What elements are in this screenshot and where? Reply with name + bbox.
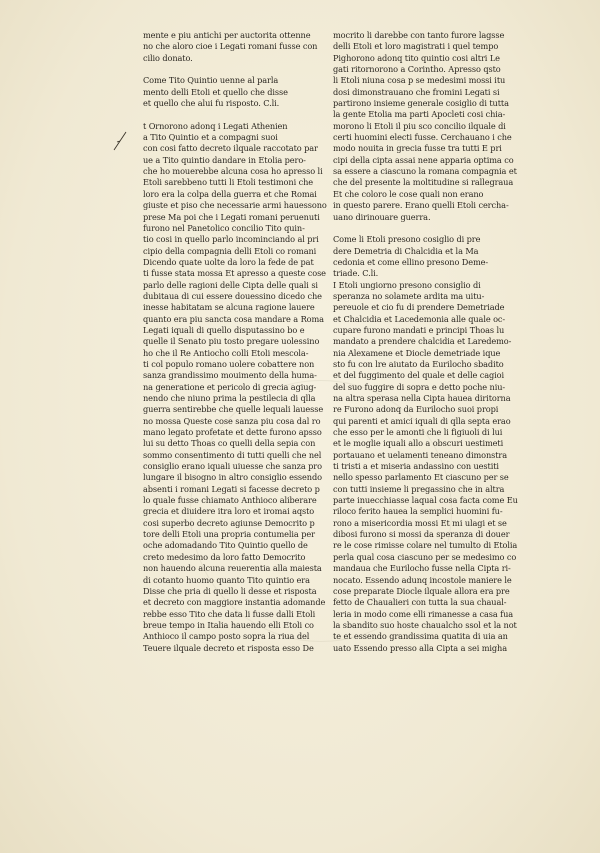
left-column-line [143,109,323,120]
left-column-line: Etoli sarebbeno tutti li Etoli testimoni che [143,177,313,188]
right-column-line: gati ritornorono a Corintho. Apresso qsto [333,64,501,75]
left-column-line: loro era la colpa della guerra et che Romai [143,188,317,199]
left-column-line: Disse che pria di quello li desse et risposta [143,585,317,596]
left-column-line: giuste et piso che necessarie armi hauessono [143,200,327,211]
right-column-line: I Etoli ungiorno presono consiglio di [333,279,481,290]
right-column-line: nia Alexamene et Diocle demetriade ique [333,347,501,358]
left-column [143,30,327,654]
left-column-line: mente e piu antichi per auctorita ottenne [143,30,311,40]
left-column-line: lui su detto Thoas co quelli della sepia con [143,438,316,449]
left-column-line: cipio della compagnia delli Etoli co romani [143,245,317,256]
left-column-line: grecia et diuidere itra loro et iromai aqsto [143,506,315,517]
left-column-line: cilio donato. [143,52,193,63]
left-column-line: ti fusse stata mossa Et apresso a queste cose [143,268,326,279]
left-column-line: sanza grandissimo mouimento della huma- [143,370,317,381]
right-column-line: speranza no solamete ardita ma uitu- [333,290,485,301]
right-column-line: del suo fuggire di sopra e detto poche niu- [333,381,506,392]
right-column-line: li Etoli niuna cosa p se medesimi mossi itu [333,75,506,86]
left-column-line: Anthioco il campo posto sopra la riua del [143,631,310,642]
right-column-line: con tutti insieme li pregassino che in altra [333,483,505,494]
right-column-line: sto fu con lre aiutato da Eurilocho sbadito [333,358,504,369]
right-column-line: te et essendo grandissima quatita di uia an [333,631,508,642]
right-column-line: perla qual cosa ciascuno per se medesimo co [333,551,517,562]
right-column-line: portauano et uelamenti teneano dimonstra [333,449,508,460]
left-column-line: rebbe esso Tito che data li fusse dalli Etoli [143,608,316,619]
right-column-line: cupare furono mandati e principi Thoas lu [333,324,505,335]
right-column-line: nello spesso parlamento Et ciascuno per se [333,472,509,483]
right-column-line: delli Etoli et loro magistrati i quel tempo [333,41,499,52]
right-column-line: che esso per le amonti che li figiuoli di lui [333,427,503,438]
right-column-line: re le cose rimisse colare nel tumulto di Etolia [333,540,518,551]
right-column-line: Come li Etoli presono cosiglio di pre [333,234,481,245]
right-column-line: che del presente la moltitudine si rallegraua [333,177,514,188]
left-column-line: na generatione et pericolo di grecia agiug- [143,381,317,392]
left-column-line: consiglio erano iquali uiuesse che sanza pro [143,461,322,472]
right-column-line: uano dirinouare guerra. [333,211,431,222]
left-column-line: tore delli Etoli una propria contumelia per [143,529,315,540]
left-column-line: absenti i romani Legati si facesse decreto p [143,483,320,494]
left-column-line: ue a Tito quintio dandare in Etolia pero- [143,154,306,165]
right-column-line: leria in modo come elli rimanesse a casa fua [333,608,514,619]
right-column-line: dibosi furono si mossi da speranza di douer [333,529,510,540]
right-column-line: Pighorono adonq tito quintio cosi altri Le [333,52,500,63]
right-column-line: sa essere a ciascuno la romana compagnia et [333,166,517,177]
left-column-line: t Ornorono adonq i Legati Athenien [143,120,288,131]
right-column-line: pereuole et cio fu di prendere Demetriade [333,302,505,313]
right-column-line: uato Essendo presso alla Cipta a sei migha [333,642,508,653]
right-column-line: dosi dimonstrauano che fromini Legati si [333,86,500,97]
right-column-line: et Chalcidia et Lacedemonia alle quale oc- [333,313,506,324]
right-column-line: cipi della cipta assai nene apparia optima co [333,154,514,165]
right-column-line: la sbandito suo hoste chaualcho ssol et la not [333,619,517,630]
left-column-line: Come Tito Quintio uenne al parla [143,75,279,86]
right-column-line: partirono insieme generale cosiglio di tutta [333,98,509,109]
right-column-line: la gente Etolia ma parti Apocleti cosi chia- [333,109,506,120]
left-column-line: creto medesimo da loro fatto Democrito [143,551,306,562]
right-column-line: na altra sperasa nella Cipta hauea diritorna [333,393,511,403]
left-column-line: guerra sentirebbe che quelle lequali lauesse [143,404,324,415]
right-column-line: mocrito li darebbe con tanto furore lagsse [333,30,505,40]
left-column-line: prese Ma poi che i Legati romani peruenuti [143,211,320,222]
left-column-line: et quello che alui fu risposto. C.li. [143,98,280,109]
left-column-line [143,64,323,75]
left-column-line: ho che il Re Antiocho colli Etoli mescola- [143,347,309,358]
left-column-line: che ho mouerebbe alcuna cosa ho apresso li [143,166,323,177]
right-column-line: et le moglie iquali allo a obscuri uestimeti [333,438,504,449]
right-column-line: modo nouita in grecia fusse tra tutti E pri [333,143,502,154]
left-column-line: quanto era piu sancta cosa mandare a Roma [143,313,324,324]
left-column-line: con cosi fatto decreto ilquale raccotato par [143,143,318,154]
right-column-line: parte inuecchiasse laqual cosa facta come Eu [333,495,518,506]
left-column-line: mento delli Etoli et quello che disse [143,86,288,97]
right-column-line: rono a misericordia mossi Et mi ulagi et se [333,517,507,528]
right-column-line: cedonia et come ellino presono Deme- [333,256,489,267]
right-column-line: re Furono adonq da Eurilocho suoi propi [333,404,499,415]
left-column-line: ti col populo romano uolere cobattere non [143,358,315,369]
marginal-pen-mark [112,130,128,152]
left-column-line: lungare il bisogno in altro consiglio essendo [143,472,322,483]
left-column-line: non hauendo alcuna reuerentia alla maiesta [143,563,322,574]
right-column-line: riloco ferito hauea la semplici huomini fu- [333,506,503,517]
left-column-line: nendo che niuno prima la pestilecia di qlla [143,393,316,403]
right-column-line: nocato. Essendo adunq incostole maniere le [333,574,512,585]
left-column-line: Dicendo quate uolte da loro la fede de pat [143,256,314,267]
right-column-line: mandato a prendere chalcidia et Laredemo- [333,336,512,347]
left-column-line: cosi superbo decreto agiunse Democrito p [143,517,315,528]
right-column-line: et del fuggimento del quale et delle cagioi [333,370,505,381]
right-column-line: ti tristi a et miseria andassino con uestiti [333,461,499,472]
left-column-line: oche adomadando Tito Quintio quello de [143,540,308,551]
left-column-line: a Tito Quintio et a compagni suoi [143,132,278,143]
left-column-line: tio cosi in quello parlo incominciando al pri [143,234,319,245]
right-column-line: morono li Etoli il piu sco concilio ilquale di [333,120,506,131]
right-column-line: dere Demetria di Chalcidia et la Ma [333,245,479,256]
left-column-line: no che aloro cioe i Legati romani fusse con [143,41,318,52]
right-column-line [333,223,528,234]
left-column-line: no mossa Queste cose sanza piu cosa dal ro [143,415,321,426]
right-column-line: mandaua che Eurilocho fusse nella Cipta ri- [333,563,511,574]
right-column-line: fetto de Chaualieri con tutta la sua chaual- [333,597,507,608]
left-column-line: et decreto con maggiore instantia adomande [143,597,326,608]
left-column-line: dubitaua di cui essere douessino dicedo che [143,290,322,301]
right-column [333,30,528,654]
left-column-line: furono nel Panetolico concilio Tito quin- [143,222,305,233]
left-column-line: parlo delle ragioni delle Cipta delle quali si [143,279,318,290]
right-column-line: qui parenti et amici iquali di qlla septa erao [333,415,511,426]
left-column-line: Legati iquali di quello disputassino bo e [143,324,305,335]
right-column-line: triade. C.li. [333,268,379,279]
left-column-line: di cotanto huomo quanto Tito quintio era [143,574,310,585]
left-column-line: Teuere ilquale decreto et risposta esso De [143,642,314,653]
right-column-line: cose preparate Diocle ilquale allora era pre [333,585,510,596]
right-column-line: certi huomini electi fusse. Cerchauano i che [333,132,512,143]
left-column-line: breue tempo in Italia hauendo elli Etoli co [143,619,314,630]
left-column-line: lo quale fusse chiamato Anthioco aliberare [143,495,317,506]
left-column-line: mano legato profetate et dette furono apsso [143,427,322,438]
right-column-line: in questo parere. Erano quelli Etoli cercha- [333,200,509,211]
left-column-line: quelle il Senato piu tosto pregare uolessino [143,336,320,347]
left-column-line: inesse habitatam se alcuna ragione lauere [143,302,315,313]
left-column-line: sommo consentimento di tutti quelli che nel [143,449,322,460]
right-column-line: Et che coloro le cose quali non erano [333,188,484,199]
